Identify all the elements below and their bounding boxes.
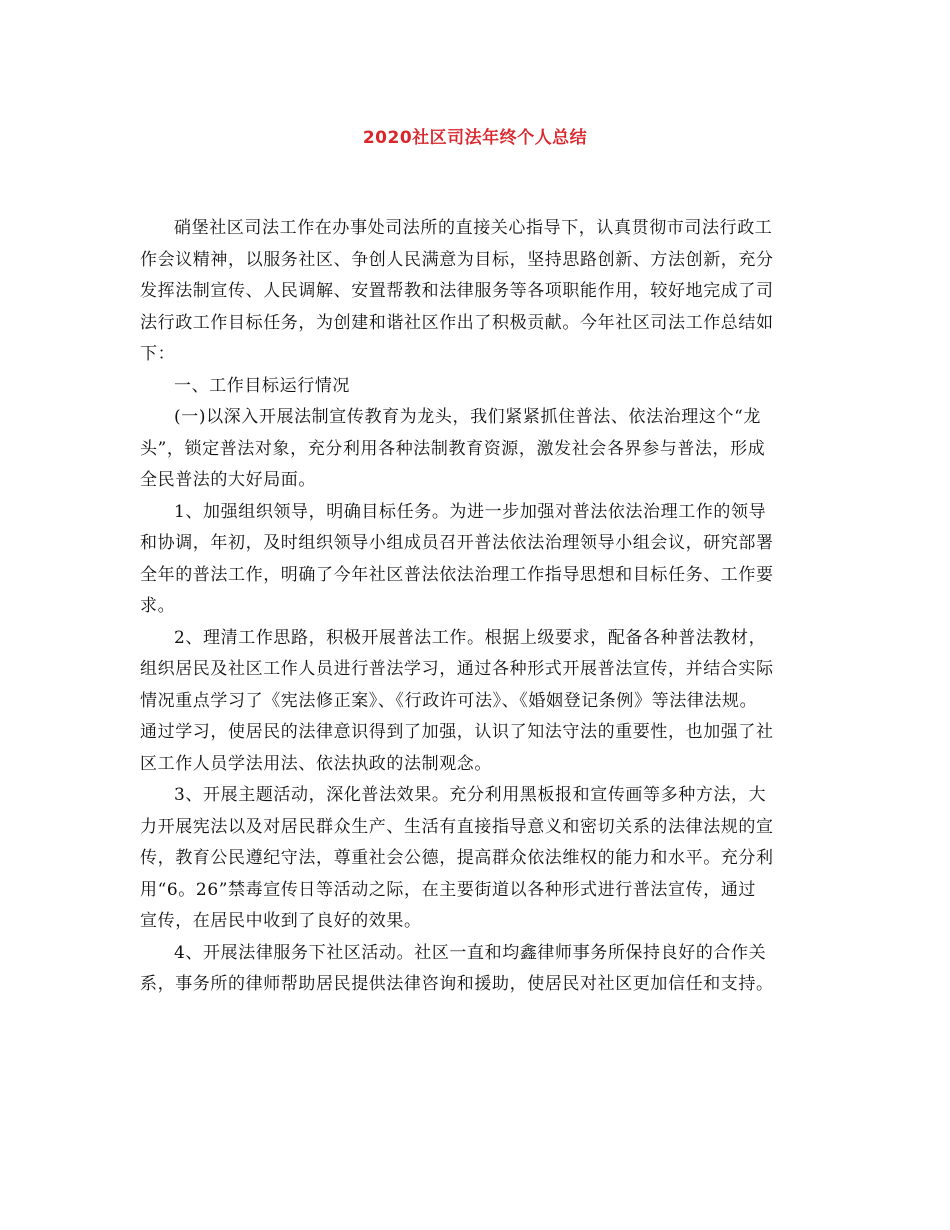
body-line: 法行政工作目标任务，为创建和谐社区作出了积极贡献。今年社区司法工作总结如	[140, 312, 774, 333]
body-line: 组织居民及社区工作人员进行普法学习，通过各种形式开展普法宣传，并结合实际	[140, 659, 774, 679]
body-line: 求。	[140, 596, 176, 616]
body-line: 用“6。26”禁毒宣传日等活动之际，在主要街道以各种形式进行普法宣传，通过	[140, 879, 757, 900]
body-line: 一、工作目标运行情况	[174, 375, 350, 396]
body-line: 作会议精神，以服务社区、争创人民满意为目标，坚持思路创新、方法创新，充分	[140, 249, 774, 270]
body-line: 系，事务所的律师帮助居民提供法律咨询和援助，使居民对社区更加信任和支持。	[140, 974, 774, 994]
document-body	[140, 213, 805, 1001]
body-line: 情况重点学习了《宪法修正案》、《行政许可法》、《婚姻登记条例》等法律法规。	[140, 690, 758, 711]
document-title: 2020社区司法年终个人总结	[362, 128, 588, 148]
body-line: 和协调，年初，及时组织领导小组成员召开普法依法治理领导小组会议，研究部署	[140, 533, 774, 553]
body-line: 下：	[140, 344, 176, 364]
body-line: 硝堡社区司法工作在办事处司法所的直接关心指导下，认真贯彻市司法行政工	[174, 218, 773, 238]
body-line: 4、开展法律服务下社区活动。社区一直和均鑫律师事务所保持良好的合作关	[174, 942, 767, 963]
body-line: 全民普法的大好局面。	[140, 470, 316, 490]
body-line: 发挥法制宣传、人民调解、安置帮教和法律服务等各项职能作用，较好地完成了司	[140, 281, 774, 301]
body-line: 2、理清工作思路，积极开展普法工作。根据上级要求，配备各种普法教材，	[174, 627, 767, 648]
body-line: 头”，锁定普法对象，充分利用各种法制教育资源，激发社会各界参与普法，形成	[140, 438, 766, 459]
body-line: 3、开展主题活动，深化普法效果。充分利用黑板报和宣传画等多种方法，大	[174, 785, 767, 805]
body-line: 全年的普法工作，明确了今年社区普法依法治理工作指导思想和目标任务、工作要	[140, 564, 774, 585]
body-line: 1、加强组织领导，明确目标任务。为进一步加强对普法依法治理工作的领导	[174, 501, 767, 522]
body-line: 通过学习，使居民的法律意识得到了加强，认识了知法守法的重要性，也加强了社	[140, 722, 774, 742]
body-line: 传，教育公民遵纪守法，尊重社会公德，提高群众依法维权的能力和水平。充分利	[140, 848, 774, 868]
body-line: 宣传，在居民中收到了良好的效果。	[140, 911, 422, 931]
body-line: (一)以深入开展法制宣传教育为龙头，我们紧紧抓住普法、依法治理这个“龙	[174, 407, 761, 427]
body-line: 区工作人员学法用法、依法执政的法制观念。	[140, 753, 492, 774]
body-line: 力开展宪法以及对居民群众生产、生活有直接指导意义和密切关系的法律法规的宣	[140, 816, 774, 837]
